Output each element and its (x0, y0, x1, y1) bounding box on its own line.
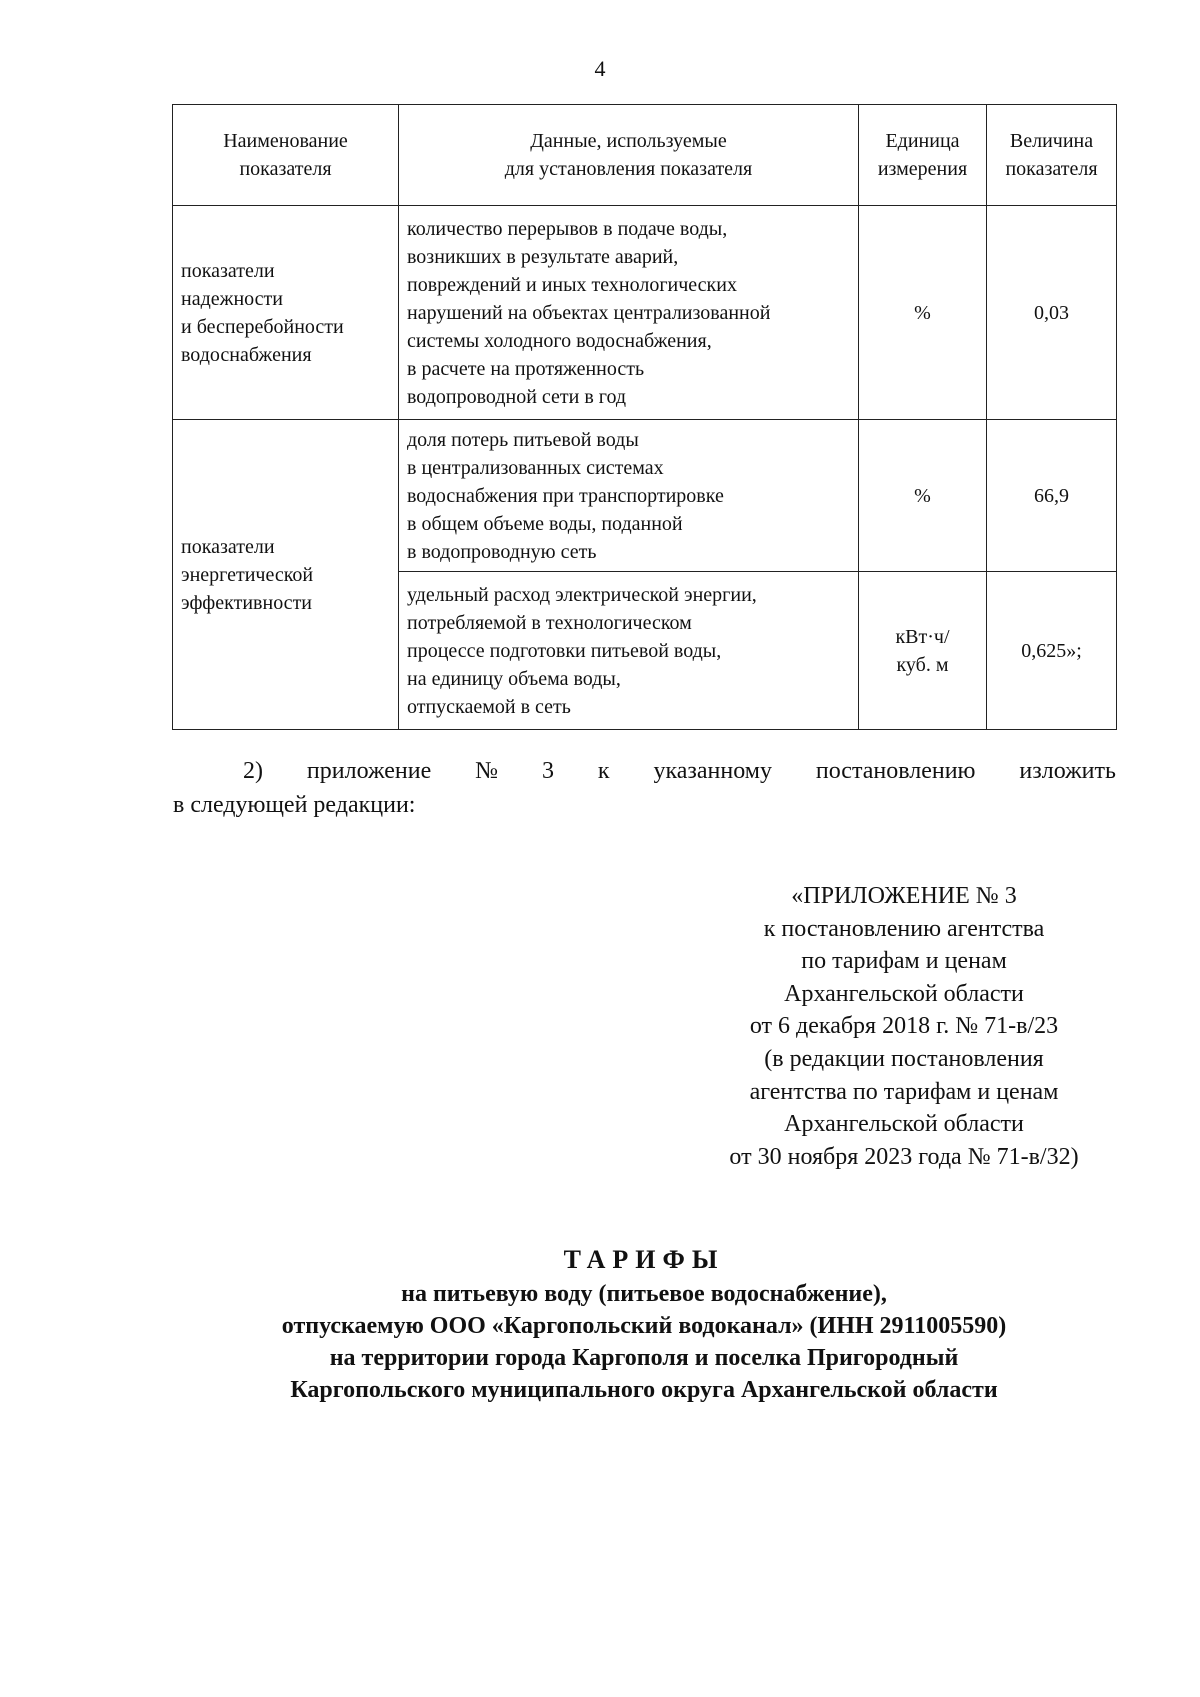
paragraph-justified-line (173, 754, 1116, 788)
table-row (173, 206, 1117, 420)
indicator-unit-cell (859, 206, 987, 420)
paragraph-word: 2) (243, 758, 263, 784)
indicator-name-cell (173, 420, 399, 730)
appendix-line: агентства по тарифам и ценам (749, 1078, 1059, 1105)
amendment-paragraph (173, 754, 1116, 822)
appendix-line: Архангельской области (784, 980, 1024, 1007)
cell-line: количество перерывов в подаче воды, (407, 217, 728, 240)
cell-line: в расчете на протяженность (407, 357, 645, 380)
cell-line: и бесперебойности (181, 315, 344, 338)
appendix-line: по тарифам и ценам (801, 948, 1007, 975)
appendix-line: Архангельской области (784, 1111, 1024, 1138)
cell-line: водоснабжения при транспортировке (407, 484, 724, 507)
paragraph-word: 3 (541, 758, 554, 784)
heading-title: ТАРИФЫ (563, 1245, 725, 1274)
heading-line: отпускаемую ООО «Каргопольский водоканал» (ИНН 2911005590) (281, 1313, 1007, 1339)
cell-line: отпускаемой в сеть (407, 695, 571, 718)
header-line: Величина (1009, 130, 1094, 152)
header-line: Наименование (223, 130, 348, 152)
heading-line: Каргопольского муниципального округа Архангельской области (290, 1377, 998, 1403)
header-value (987, 105, 1117, 206)
table-header-row (173, 105, 1117, 206)
indicators-table (172, 104, 1117, 730)
indicator-unit-cell (859, 572, 987, 730)
header-indicator-name (173, 105, 399, 206)
indicator-value-cell: 0,625»; (987, 572, 1117, 730)
cell-line: в общем объеме воды, поданной (407, 512, 683, 535)
heading-line: на питьевую воду (питьевое водоснабжение), (401, 1281, 887, 1307)
cell-line: энергетической (181, 563, 314, 586)
cell-line: % (914, 301, 931, 324)
heading-line: на территории города Каргополя и поселка Пригородный (329, 1345, 959, 1371)
page-number: 4 (594, 56, 606, 81)
cell-line: показатели (181, 259, 275, 282)
cell-line: процессе подготовки питьевой воды, (407, 639, 722, 662)
cell-line: эффективности (181, 591, 313, 614)
cell-line: водопроводной сети в год (407, 385, 627, 408)
indicator-data-cell (399, 572, 859, 730)
cell-line: возникших в результате аварий, (407, 245, 679, 268)
indicator-value-cell: 66,9 (987, 420, 1117, 572)
appendix-line: от 30 ноября 2023 года № 71-в/32) (729, 1143, 1079, 1170)
header-line: показателя (239, 158, 332, 180)
cell-line: % (914, 484, 931, 507)
appendix-header-block (686, 880, 1122, 1173)
paragraph-word: к (597, 758, 610, 784)
cell-line: в водопроводную сеть (407, 540, 597, 563)
paragraph-word: № (475, 758, 499, 784)
cell-line: удельный расход электрической энергии, (407, 583, 757, 606)
header-data-used (399, 105, 859, 206)
header-line: измерения (877, 158, 968, 180)
cell-line: надежности (181, 287, 283, 310)
indicator-data-cell (399, 206, 859, 420)
appendix-line: от 6 декабря 2018 г. № 71-в/23 (749, 1013, 1059, 1040)
tariffs-heading (172, 1244, 1116, 1406)
cell-line: на единицу объема воды, (407, 667, 621, 690)
appendix-line: (в редакции постановления (764, 1045, 1044, 1072)
indicator-name-cell (173, 206, 399, 420)
indicator-value-cell: 0,03 (987, 206, 1117, 420)
cell-line: в централизованных системах (407, 456, 664, 479)
header-unit (859, 105, 987, 206)
table-row (173, 420, 1117, 572)
indicator-data-cell (399, 420, 859, 572)
header-line: Данные, используемые (530, 130, 727, 152)
cell-line: системы холодного водоснабжения, (407, 329, 712, 352)
cell-line: потребляемой в технологическом (407, 611, 692, 634)
header-line: Единица (885, 130, 960, 152)
paragraph-word: изложить (1019, 758, 1116, 784)
header-line: для установления показателя (504, 158, 753, 180)
cell-line: повреждений и иных технологических (407, 273, 737, 296)
appendix-line: «ПРИЛОЖЕНИЕ № 3 (791, 883, 1017, 909)
header-line: показателя (1005, 158, 1098, 180)
cell-line: куб. м (896, 653, 949, 676)
indicator-unit-cell (859, 420, 987, 572)
cell-line: водоснабжения (181, 343, 312, 366)
paragraph-last-line: в следующей редакции: (173, 792, 416, 818)
cell-line: кВт·ч/ (895, 625, 950, 648)
paragraph-word: приложение (306, 758, 432, 784)
paragraph-word: постановлению (815, 758, 976, 784)
appendix-line: к постановлению агентства (763, 915, 1045, 942)
cell-line: показатели (181, 535, 275, 558)
paragraph-word: указанному (653, 758, 772, 784)
cell-line: нарушений на объектах централизованной (407, 301, 771, 324)
cell-line: доля потерь питьевой воды (407, 428, 639, 451)
